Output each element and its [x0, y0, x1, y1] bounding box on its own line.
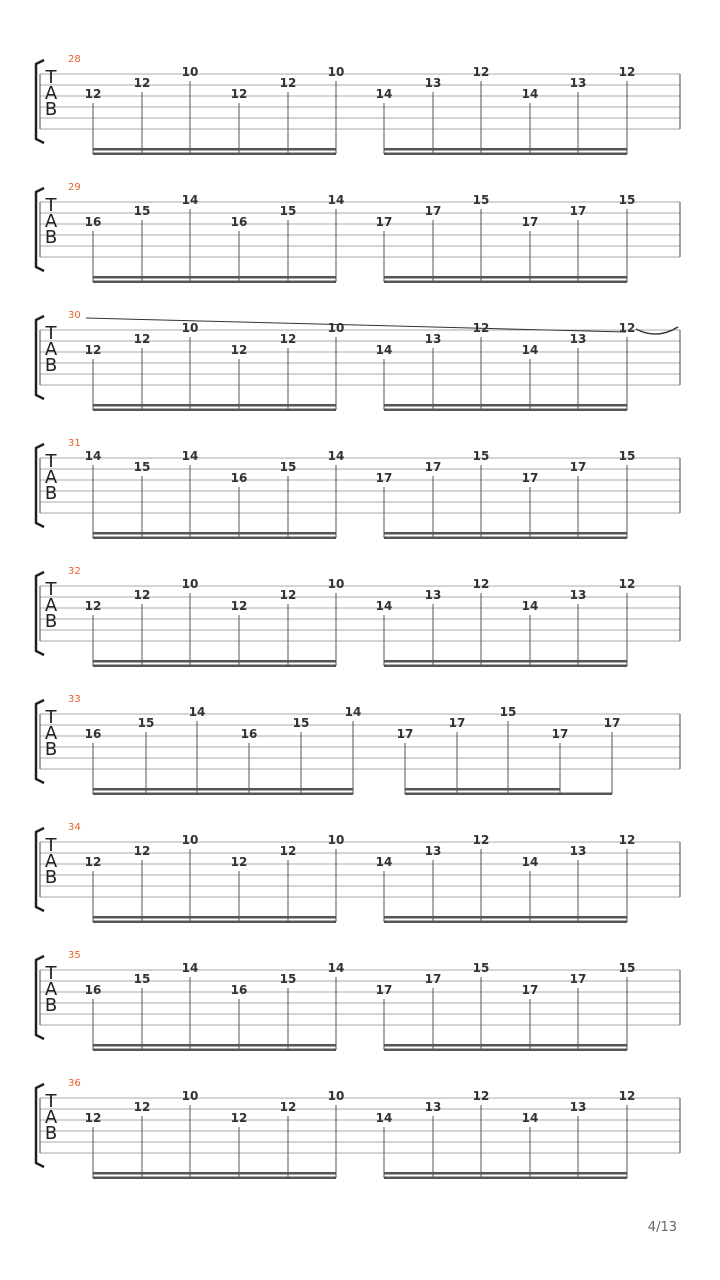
fret-number: 16 [84, 727, 102, 741]
fret-number: 16 [84, 215, 102, 229]
beam [384, 916, 627, 919]
beam [93, 1172, 336, 1175]
fret-number: 12 [133, 76, 151, 90]
tab-system [36, 694, 680, 795]
fret-number: 12 [230, 343, 248, 357]
fret-number: 13 [424, 588, 442, 602]
fret-number: 12 [84, 599, 102, 613]
fret-number: 16 [240, 727, 258, 741]
fret-number: 12 [133, 1100, 151, 1114]
fret-number: 17 [569, 972, 587, 986]
tab-clef-letter: A [44, 851, 58, 872]
tab-clef-letter: B [44, 355, 58, 376]
tab-clef-letter: A [44, 467, 58, 488]
fret-number: 14 [521, 343, 539, 357]
fret-number: 12 [472, 65, 490, 79]
fret-number: 12 [230, 599, 248, 613]
beam [93, 788, 353, 791]
fret-number: 12 [618, 65, 636, 79]
fret-number: 15 [292, 716, 310, 730]
bar-number: 35 [68, 950, 81, 961]
bar-number: 28 [68, 54, 81, 65]
fret-number: 12 [230, 855, 248, 869]
tab-system [36, 1078, 680, 1179]
beam [384, 537, 627, 540]
tab-clef-letter: A [44, 83, 58, 104]
tab-clef-letter: B [44, 739, 58, 760]
tab-clef-letter: T [45, 707, 57, 728]
bar-number: 34 [68, 822, 81, 833]
fret-number: 14 [521, 855, 539, 869]
fret-number: 12 [133, 588, 151, 602]
beam [384, 1044, 627, 1047]
fret-number: 12 [133, 844, 151, 858]
fret-number: 12 [279, 588, 297, 602]
fret-number: 15 [618, 961, 636, 975]
fret-number: 16 [84, 983, 102, 997]
fret-number: 14 [188, 705, 206, 719]
fret-number: 14 [181, 449, 199, 463]
fret-number: 10 [181, 833, 199, 847]
tab-clef-letter: A [44, 979, 58, 1000]
beam [93, 660, 336, 663]
fret-number: 14 [375, 855, 393, 869]
bar-number: 32 [68, 566, 81, 577]
fret-number: 14 [521, 87, 539, 101]
bar-number: 33 [68, 694, 81, 705]
fret-number: 10 [181, 321, 199, 335]
fret-number: 15 [472, 193, 490, 207]
fret-number: 14 [327, 193, 345, 207]
fret-number: 12 [279, 844, 297, 858]
tab-clef-letter: A [44, 1107, 58, 1128]
fret-number: 14 [521, 1111, 539, 1125]
fret-number: 12 [472, 1089, 490, 1103]
fret-number: 12 [279, 1100, 297, 1114]
beam [93, 404, 336, 407]
fret-number: 15 [279, 204, 297, 218]
fret-number: 17 [448, 716, 466, 730]
beam [93, 532, 336, 535]
beam [384, 404, 627, 407]
fret-number: 17 [569, 204, 587, 218]
fret-number: 15 [472, 961, 490, 975]
beam [93, 921, 336, 924]
beam [405, 788, 560, 791]
fret-number: 10 [181, 65, 199, 79]
fret-number: 10 [327, 1089, 345, 1103]
fret-number: 12 [279, 76, 297, 90]
fret-number: 14 [375, 599, 393, 613]
beam [384, 409, 627, 412]
beam [93, 537, 336, 540]
fret-number: 15 [618, 193, 636, 207]
fret-number: 12 [472, 833, 490, 847]
tab-clef-letter: B [44, 99, 58, 120]
fret-number: 16 [230, 215, 248, 229]
fret-number: 15 [133, 972, 151, 986]
fret-number: 17 [424, 460, 442, 474]
fret-number: 10 [181, 1089, 199, 1103]
fret-number: 14 [84, 449, 102, 463]
beam [384, 660, 627, 663]
beam [93, 1049, 336, 1052]
fret-number: 17 [603, 716, 621, 730]
fret-number: 17 [569, 460, 587, 474]
slur-curve [636, 327, 678, 334]
fret-number: 13 [569, 844, 587, 858]
fret-number: 13 [424, 1100, 442, 1114]
fret-number: 13 [424, 332, 442, 346]
fret-number: 16 [230, 471, 248, 485]
fret-number: 14 [327, 449, 345, 463]
beam [93, 916, 336, 919]
fret-number: 15 [279, 460, 297, 474]
tab-clef-letter: T [45, 67, 57, 88]
fret-number: 17 [521, 215, 539, 229]
tab-clef-letter: A [44, 211, 58, 232]
page-number: 4/13 [647, 1220, 677, 1235]
fret-number: 12 [230, 87, 248, 101]
tab-clef-letter: T [45, 323, 57, 344]
tab-clef-letter: B [44, 995, 58, 1016]
fret-number: 15 [279, 972, 297, 986]
fret-number: 12 [618, 577, 636, 591]
fret-number: 14 [375, 1111, 393, 1125]
fret-number: 10 [327, 833, 345, 847]
fret-number: 12 [618, 321, 636, 335]
beam [384, 153, 627, 156]
tab-clef-letter: T [45, 195, 57, 216]
fret-number: 13 [424, 844, 442, 858]
beam [384, 532, 627, 535]
tab-system [36, 950, 680, 1051]
tab-clef-letter: T [45, 835, 57, 856]
bar-number: 30 [68, 310, 81, 321]
tab-clef-letter: B [44, 611, 58, 632]
fret-number: 12 [618, 833, 636, 847]
fret-number: 13 [569, 588, 587, 602]
fret-number: 15 [137, 716, 155, 730]
beam [405, 793, 612, 796]
beam [384, 1049, 627, 1052]
fret-number: 10 [327, 321, 345, 335]
tab-clef-letter: T [45, 963, 57, 984]
fret-number: 15 [618, 449, 636, 463]
fret-number: 16 [230, 983, 248, 997]
tab-system [36, 566, 680, 667]
fret-number: 17 [375, 471, 393, 485]
tab-clef-letter: A [44, 339, 58, 360]
fret-number: 14 [181, 961, 199, 975]
fret-number: 14 [327, 961, 345, 975]
bar-number: 31 [68, 438, 81, 449]
bar-number: 29 [68, 182, 81, 193]
tab-system [36, 310, 680, 411]
fret-number: 12 [84, 1111, 102, 1125]
fret-number: 17 [521, 983, 539, 997]
fret-number: 12 [472, 577, 490, 591]
fret-number: 12 [230, 1111, 248, 1125]
beam [384, 1177, 627, 1180]
tab-clef-letter: T [45, 451, 57, 472]
beam [93, 409, 336, 412]
tab-system [36, 438, 680, 539]
fret-number: 17 [396, 727, 414, 741]
fret-number: 12 [133, 332, 151, 346]
tab-system [36, 822, 680, 923]
beam [384, 921, 627, 924]
beam [93, 793, 353, 796]
fret-number: 14 [375, 87, 393, 101]
tab-clef-letter: B [44, 483, 58, 504]
tab-clef-letter: A [44, 723, 58, 744]
beam [384, 1172, 627, 1175]
fret-number: 12 [84, 855, 102, 869]
beam [384, 281, 627, 284]
fret-number: 17 [424, 204, 442, 218]
fret-number: 13 [569, 1100, 587, 1114]
beam [93, 276, 336, 279]
fret-number: 17 [375, 983, 393, 997]
fret-number: 15 [133, 204, 151, 218]
tab-clef-letter: A [44, 595, 58, 616]
fret-number: 12 [279, 332, 297, 346]
fret-number: 14 [344, 705, 362, 719]
fret-number: 15 [499, 705, 517, 719]
fret-number: 15 [133, 460, 151, 474]
tab-clef-letter: B [44, 1123, 58, 1144]
tab-system [36, 54, 680, 155]
fret-number: 13 [424, 76, 442, 90]
bar-number: 36 [68, 1078, 81, 1089]
fret-number: 17 [521, 471, 539, 485]
tab-clef-letter: T [45, 1091, 57, 1112]
fret-number: 17 [375, 215, 393, 229]
tab-system [36, 182, 680, 283]
fret-number: 17 [551, 727, 569, 741]
tab-clef-letter: B [44, 227, 58, 248]
beam [93, 1177, 336, 1180]
beam [384, 148, 627, 151]
beam [384, 665, 627, 668]
fret-number: 14 [181, 193, 199, 207]
fret-number: 13 [569, 76, 587, 90]
beam [93, 153, 336, 156]
beam [93, 281, 336, 284]
fret-number: 10 [181, 577, 199, 591]
fret-number: 12 [618, 1089, 636, 1103]
fret-number: 10 [327, 577, 345, 591]
fret-number: 12 [84, 87, 102, 101]
fret-number: 13 [569, 332, 587, 346]
fret-number: 14 [521, 599, 539, 613]
fret-number: 14 [375, 343, 393, 357]
beam [384, 276, 627, 279]
beam [93, 1044, 336, 1047]
fret-number: 12 [472, 321, 490, 335]
fret-number: 10 [327, 65, 345, 79]
beam [93, 148, 336, 151]
beam [93, 665, 336, 668]
fret-number: 15 [472, 449, 490, 463]
tab-clef-letter: T [45, 579, 57, 600]
fret-number: 12 [84, 343, 102, 357]
tab-clef-letter: B [44, 867, 58, 888]
fret-number: 17 [424, 972, 442, 986]
